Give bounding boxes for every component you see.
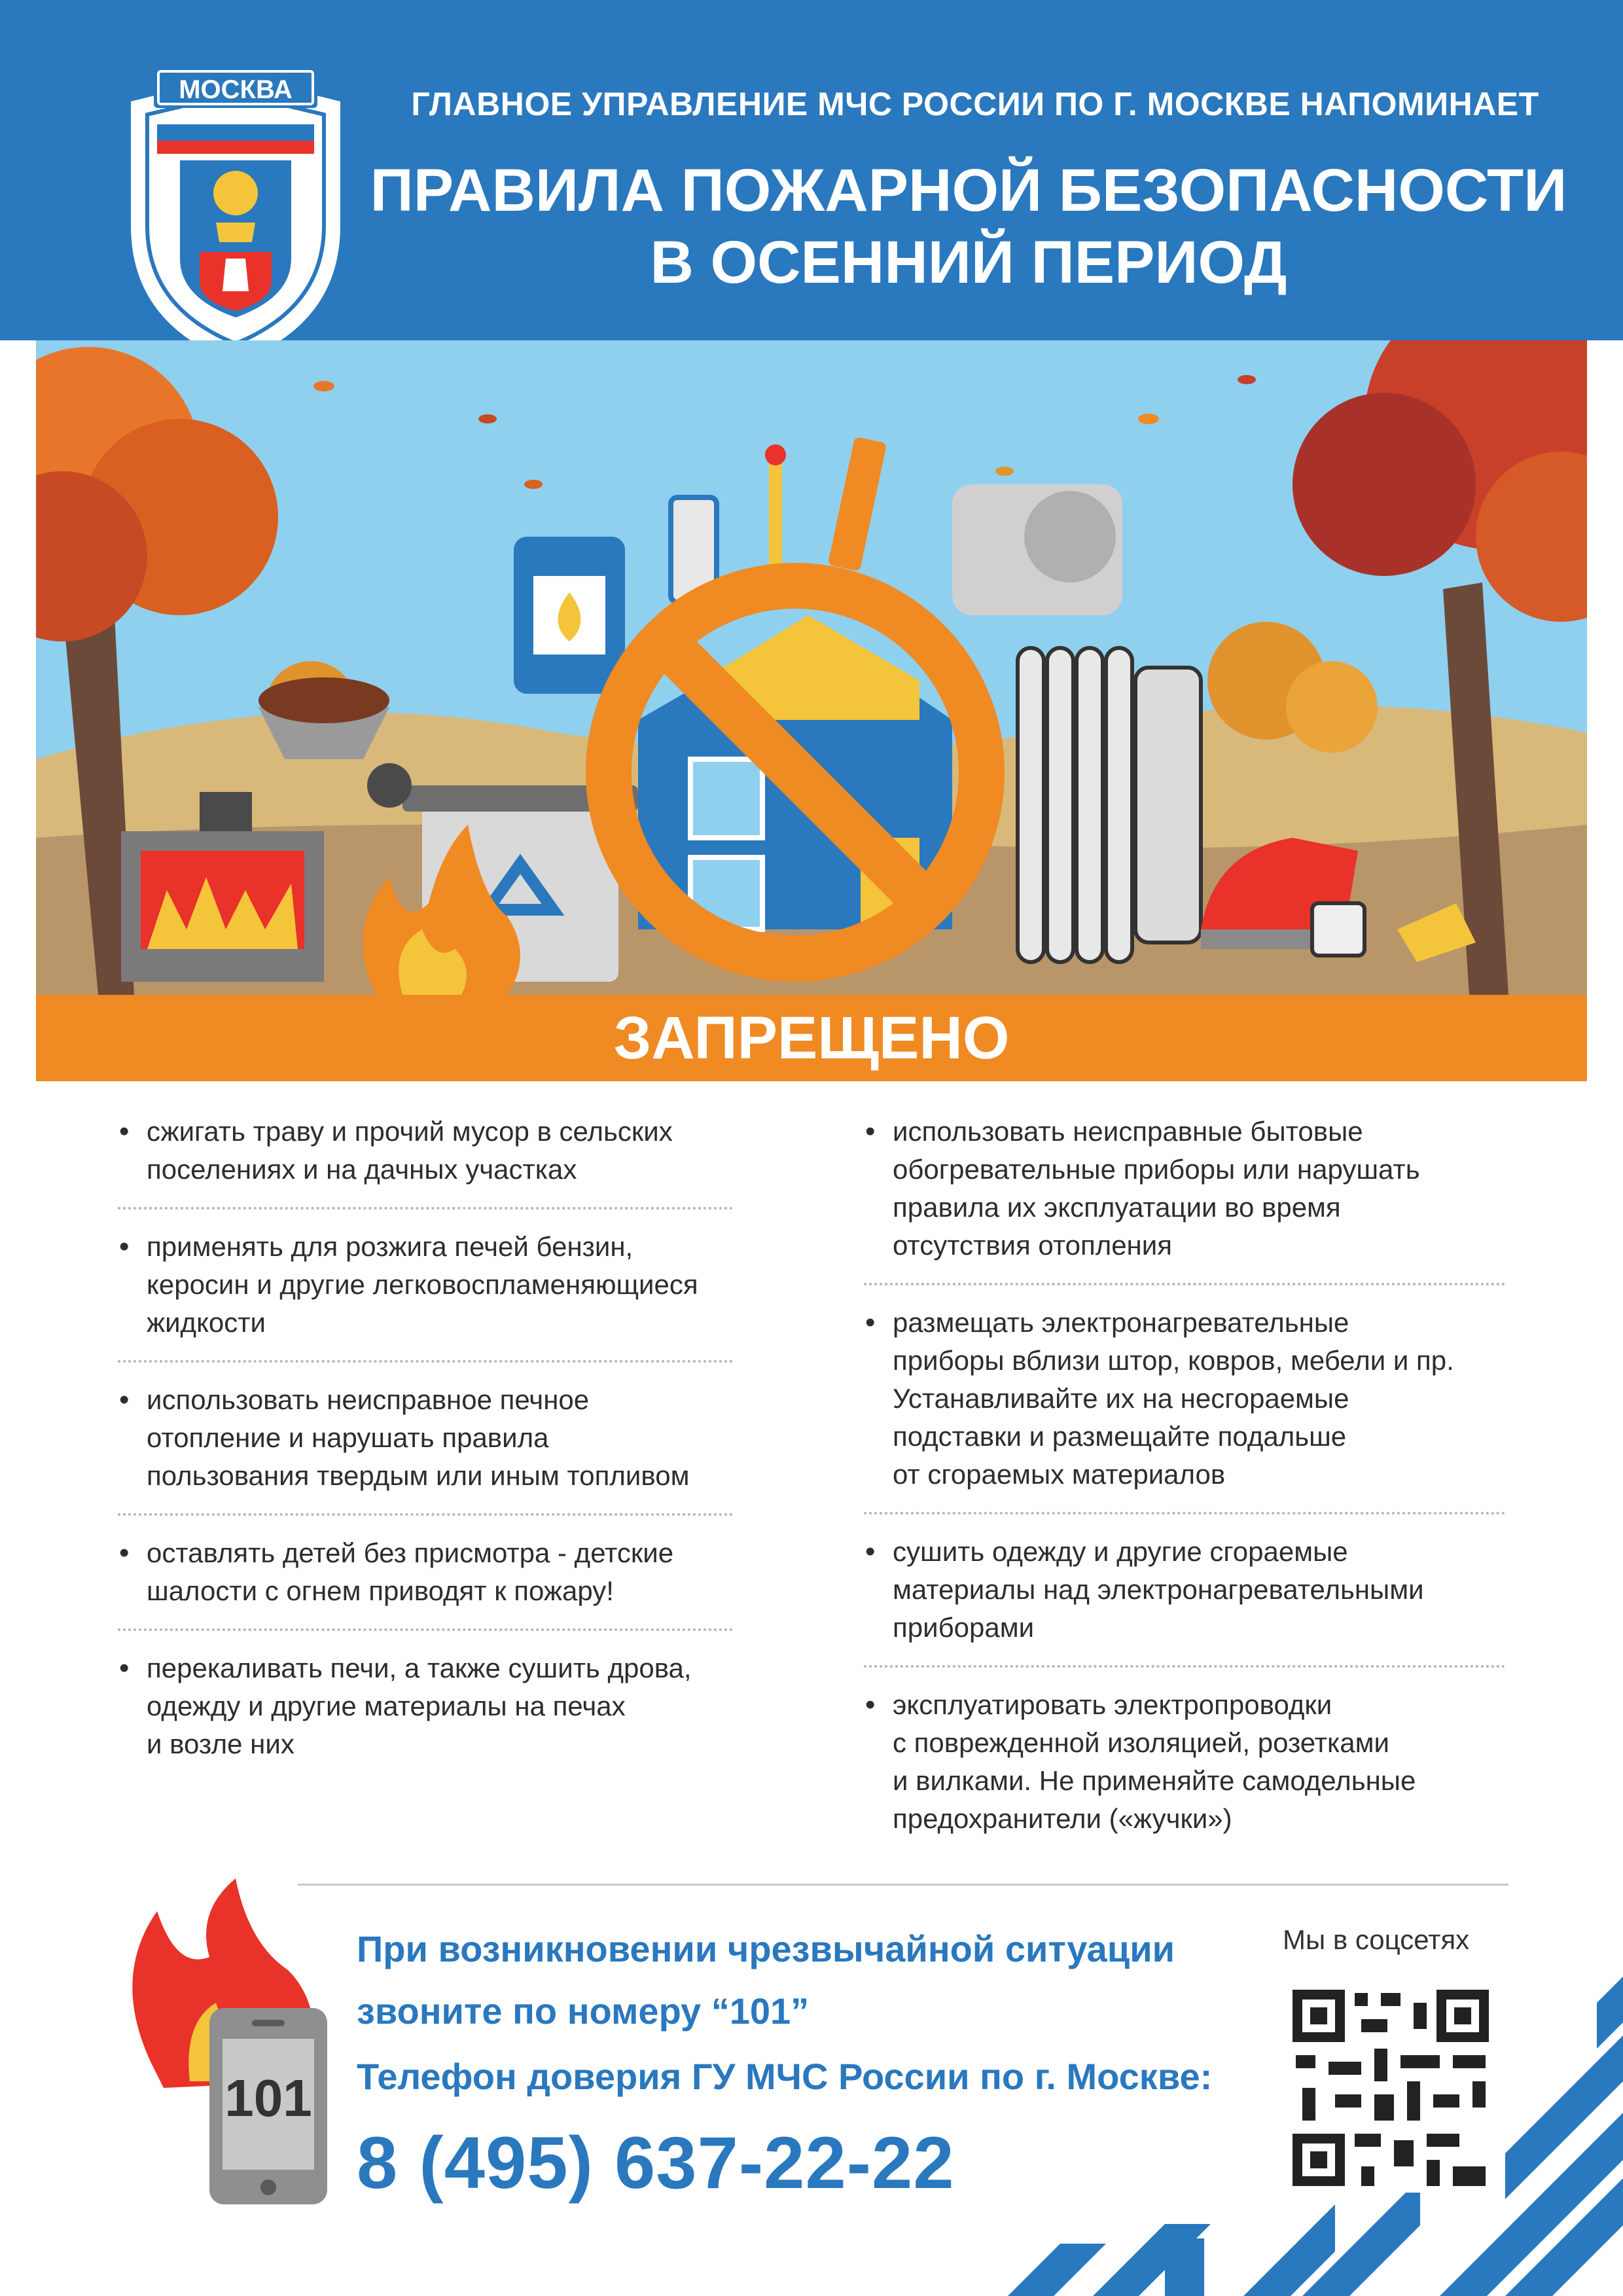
- rule-item: [118, 1534, 733, 1610]
- rule-line: обогревательные приборы или нарушать: [893, 1154, 1420, 1185]
- rule-divider: [864, 1512, 1505, 1515]
- rule-item: [864, 1113, 1505, 1265]
- rule-line: • использовать неисправные бытовые: [893, 1116, 1363, 1147]
- rule-line: от сгораемых материалов: [893, 1459, 1226, 1490]
- rules-left-column: [118, 1113, 733, 1763]
- rule-item: [864, 1533, 1505, 1647]
- rule-line: отопление и нарушать правила: [147, 1422, 549, 1453]
- poster-title-line1: ПРАВИЛА ПОЖАРНОЙ БЕЗОПАСНОСТИ: [370, 157, 1567, 224]
- rule-line: и возле них: [147, 1729, 294, 1759]
- rule-line: поселениях и на дачных участках: [147, 1154, 577, 1185]
- emergency-call-line1: При возникновении чрезвычайной ситуации: [357, 1928, 1175, 1969]
- rule-line: керосин и другие легковоспламеняющиеся: [147, 1269, 698, 1300]
- rule-line: материалы над электронагревательными: [893, 1574, 1424, 1605]
- rule-line: с поврежденной изоляцией, розетками: [893, 1727, 1389, 1758]
- rule-divider: [118, 1513, 733, 1516]
- rule-line: • применять для розжига печей бензин,: [147, 1231, 633, 1262]
- rule-line: • эксплуатировать электропроводки: [893, 1689, 1332, 1720]
- rule-item: [864, 1686, 1505, 1838]
- rule-line: приборы вблизи штор, ковров, мебели и пр.: [893, 1345, 1454, 1376]
- qr-code-icon: [1286, 1983, 1495, 2193]
- rule-divider: [864, 1283, 1505, 1285]
- rule-divider: [118, 1360, 733, 1363]
- rule-item: [118, 1228, 733, 1342]
- rule-divider: [118, 1628, 733, 1631]
- rule-line: • сжигать траву и прочий мусор в сельских: [147, 1116, 673, 1147]
- social-label: Мы в соцсетях: [1283, 1924, 1470, 1955]
- autumn-hazards-illustration: [36, 340, 1587, 995]
- rule-line: • перекаливать печи, а также сушить дрова,: [147, 1653, 692, 1683]
- rule-line: правила их эксплуатации во время: [893, 1192, 1341, 1223]
- phone-icon-digits: 101: [224, 2069, 312, 2127]
- emblem-city-text: МОСКВА: [179, 75, 293, 104]
- poster-title-line2: В ОСЕННИЙ ПЕРИОД: [650, 229, 1287, 296]
- rule-line: предохранители («жучки»): [893, 1803, 1232, 1834]
- rule-line: пользования твердым или иным топливом: [147, 1460, 690, 1491]
- rule-line: одежду и другие материалы на печах: [147, 1691, 626, 1721]
- rule-line: • размещать электронагревательные: [893, 1307, 1349, 1338]
- rule-line: • оставлять детей без присмотра - детские: [147, 1537, 674, 1568]
- rule-line: • сушить одежду и другие сгораемые: [893, 1536, 1348, 1567]
- emblem-icon: [118, 62, 353, 370]
- rule-line: шалости с огнем приводят к пожару!: [147, 1575, 614, 1606]
- emergency-call-line2: звоните по номеру “101”: [357, 1990, 810, 2032]
- rule-item: [118, 1381, 733, 1495]
- rule-line: приборами: [893, 1612, 1035, 1643]
- rule-line: жидкости: [147, 1307, 266, 1338]
- rule-item: [118, 1649, 733, 1763]
- rule-divider: [118, 1207, 733, 1210]
- rule-item: [864, 1304, 1505, 1494]
- rules-right-column: [864, 1113, 1505, 1838]
- rule-line: подставки и размещайте подальше: [893, 1421, 1347, 1452]
- rule-line: и вилками. Не применяйте самодельные: [893, 1765, 1416, 1796]
- agency-heading: ГЛАВНОЕ УПРАВЛЕНИЕ МЧС РОССИИ ПО Г. МОСКВЕ НАПОМИНАЕТ: [411, 86, 1539, 122]
- rule-line: отсутствия отопления: [893, 1230, 1172, 1261]
- hotline-label: Телефон доверия ГУ МЧС России по г. Москве:: [357, 2056, 1213, 2097]
- rule-item: [118, 1113, 733, 1189]
- prohibited-label: ЗАПРЕЩЕНО: [613, 1005, 1010, 1071]
- rule-line: Устанавливайте их на несгораемые: [893, 1383, 1349, 1414]
- hotline-phone-number[interactable]: 8 (495) 637-22-22: [357, 2122, 955, 2204]
- rule-line: • использовать неисправное печное: [147, 1384, 590, 1415]
- rule-divider: [864, 1665, 1505, 1668]
